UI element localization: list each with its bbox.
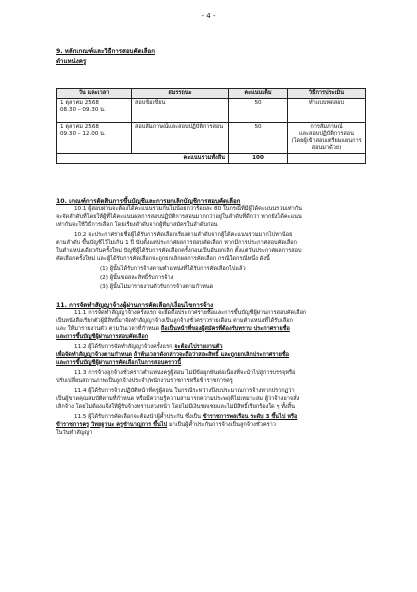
s11-p2-text: 11.2 ผู้ได้รับการจัดทำสัญญาจ้างครั้งแรก xyxy=(74,344,173,350)
row2-method-line: และสอบปฏิบัติการสอน xyxy=(299,131,354,137)
row2-skill: สอบสัมภาษณ์และสอบปฏิบัติการสอน xyxy=(132,123,229,154)
s10-p1-line: เท่ากันจะใช้วิธีการเลือก โดยเรียงลำดับจากผู้ที่มาสมัครในลำดับก่อน xyxy=(56,222,218,228)
row2-date: 1 ตุลาคม 2568 xyxy=(60,124,99,130)
page-number: - 4 - xyxy=(201,12,216,20)
s11-p1-line: 11.1 การจัดทำสัญญาจ้างครั้งแรก จะยึดถือประกาศรายชื่อและการขึ้นบัญชีผู้ผ่านการสอบคัดเลือก xyxy=(74,310,307,316)
s10-item: (1) ผู้นั้นได้รับการจ้างตามตำแหน่งที่ได้รับการคัดเลือกไปแล้ว xyxy=(100,266,246,272)
s10-p2-line: 10.2 จะประกาศรายชื่อผู้ได้รับการคัดเลือกเรียงตามลำดับจากผู้ได้คะแนนรวมมากไปหาน้อย xyxy=(74,232,293,238)
row1-time: 08.30 – 09.30 น. xyxy=(60,107,106,113)
s11-p3-line: ในวันทำสัญญา xyxy=(56,430,93,436)
s10-p2-line: ในตำแหน่งเดียวกันครั้งใหม่ บัญชีผู้ได้รับการคัดเลือกครั้งก่อนเป็นอันยกเลิก ตั้งแต่วันประกาศผลการสอบ xyxy=(56,248,302,254)
table-header-row xyxy=(57,89,366,99)
total-value: 100 xyxy=(229,154,288,164)
table-total-row xyxy=(57,154,366,164)
row2-score: 50 xyxy=(229,123,288,154)
row2-method-line: (โดยผู้เข้าสอบเตรียมแผนการ xyxy=(291,138,362,144)
row1-date: 1 ตุลาคม 2568 xyxy=(60,100,99,106)
row1-datetime xyxy=(57,99,132,123)
section11-heading: 11. การจัดทำสัญญาจ้างผู้ผ่านการคัดเลือก/เงื่อนไขการจ้าง xyxy=(56,302,214,309)
s11-p3-text: 11.5 ผู้ได้รับการคัดเลือกจะต้องนำผู้ค้ำประกัน ซึ่งเป็น xyxy=(74,414,201,420)
s11-p2-emphasis: จะต้องไปรายงานตัว xyxy=(174,344,223,350)
s10-item: (2) ผู้นั้นขอสละสิทธิ์รับการจ้าง xyxy=(100,275,174,281)
row1-method xyxy=(288,99,366,123)
table-row xyxy=(57,99,366,123)
s10-p2-line: ตามลำดับ ขึ้นบัญชีไว้ไม่เกิน 1 ปี นับตั้งแต่ประกาศผลการสอบคัดเลือก หากมีการประกาศสอบคัดเลือก xyxy=(56,240,298,246)
row1-method-line: ทำแบบทดสอบ xyxy=(308,100,345,106)
s11-p2-emphasis: เพื่อจัดทำสัญญาจ้างตามกำหนด xyxy=(56,352,133,358)
s11-p3-line xyxy=(56,422,276,429)
s11-p2-line: 11.3 การจ้างลูกจ้างชั่วคราวตำแหน่งครูผู้สอน ไม่มีข้อผูกพันต่อเนื่องที่จะนำไปสู่การบรรจุหรือ xyxy=(74,370,296,376)
row2-method xyxy=(288,123,366,154)
row1-score: 50 xyxy=(229,99,288,123)
header-method: วิธีการประเมิน xyxy=(288,89,366,99)
s11-p2-emphasis: ถ้าพ้นเวลาดังกล่าวจะถือว่าสละสิทธิ์ และถูกยกเลิกประกาศรายชื่อ xyxy=(133,352,290,358)
s11-p2-line xyxy=(74,344,223,351)
s11-p2-emphasis-line: และการขึ้นบัญชีผู้ผ่านการคัดเลือกในการสอบคราวนี้ xyxy=(56,360,182,366)
total-empty-cell xyxy=(288,154,366,164)
s10-p2-line: คัดเลือกครั้งใหม่ และผู้ได้รับการคัดเลือกจะถูกยกเลิกผลการคัดเลือก กรณีใดกรณีหนึ่ง ดังนี้ xyxy=(56,256,270,262)
s11-p1-text: และ ให้มารายงานตัว ตามวันเวลาที่กำหนด xyxy=(56,326,160,332)
section9-heading: 9. หลักเกณฑ์และวิธีการสอบคัดเลือก xyxy=(56,48,156,55)
section10-heading: 10. เกณฑ์การตัดสินการขึ้นบัญชีและการยกเลิกบัญชีการสอบคัดเลือก xyxy=(56,198,241,205)
table-row xyxy=(57,123,366,154)
total-label: คะแนนรวมทั้งสิ้น xyxy=(57,154,229,164)
s11-p3-line: เลิกจ้าง โดยไม่ต้องแจ้งให้ผู้รับจ้างทราบล่วงหน้า โดยไม่มีเงินชดเชยและไม่มีสิทธิ์เรียกร้องใด ๆ ทั้งสิ้น xyxy=(56,404,295,410)
s10-p1-line: จะจัดลำดับที่โดยให้ผู้ที่ได้คะแนนผลการสอบปฏิบัติการสอนมากกว่าอยู่ในลำดับที่ดีกว่า หากยังได้คะแนน xyxy=(56,214,302,220)
row2-method-line: การสัมภาษณ์ xyxy=(310,124,343,130)
s11-p3-emphasis: ข้าราชการครู วิทยฐานะ ครูชำนาญการ ขึ้นไป xyxy=(56,422,168,428)
header-skill: สมรรถนะ xyxy=(132,89,229,99)
s11-p1-emphasis: ถือเป็นหน้าที่ของผู้สมัครที่ต้องรับทราบ ประกาศรายชื่อ xyxy=(160,326,290,332)
header-score: คะแนนเต็ม xyxy=(229,89,288,99)
s10-item: (3) ผู้นั้นไม่มารายงานตัวรับการจ้างตามกำหนด xyxy=(100,284,214,290)
row2-time: 09.30 – 12.00 น. xyxy=(60,131,106,137)
section9-subheading: ตำแหน่งครู xyxy=(56,58,87,65)
s10-p1-line: 10.1 ผู้สอบผ่านจะต้องได้คะแนนรวมกันไม่น้อยกว่าร้อยละ 80 ในกรณีที่มีผู้ได้คะแนนรวมเท่ากัน xyxy=(74,206,302,212)
s11-p1-line xyxy=(56,326,290,333)
row1-skill: สอบข้อเขียน xyxy=(132,99,229,123)
s11-p3-line: เป็นผู้ขาดคุณสมบัติตามที่กำหนด หรือมีความรู้ความสามารถความประพฤติไม่เหมาะสม ผู้ว่าจ้างอาจสั่ง xyxy=(56,396,300,402)
s11-p3-text: มาเป็นผู้ค้ำประกันการจ้างเป็นลูกจ้างชั่วคราว xyxy=(168,422,276,428)
s11-p3-emphasis: ข้าราชการพลเรือน ระดับ 3 ขึ้นไป หรือ xyxy=(202,414,298,420)
row2-method-line: สอนมาด้วย) xyxy=(311,145,342,151)
s11-p2-line: ปรับเปลี่ยนสถานภาพเป็นลูกจ้างประจำ/พนักงานราชการหรือข้าราชการครู xyxy=(56,378,233,384)
header-date: วัน และเวลา xyxy=(57,89,132,99)
s11-p2-line xyxy=(56,352,289,359)
exam-schedule-table xyxy=(56,88,366,164)
s11-p1-line: เป็นหนังสือเรียกตัวผู้มีสิทธิ์มาจัดทำสัญญาจ้างเป็นลูกจ้างชั่วคราวรายเดือน ตามตำแหน่งที่ได้รับเลือก xyxy=(56,318,293,324)
row2-datetime xyxy=(57,123,132,154)
s11-p1-emphasis-line: และการขึ้นบัญชีผู้ผ่านการสอบคัดเลือก xyxy=(56,334,149,340)
s11-p3-line: 11.4 ผู้ได้รับการจ้างปฏิบัติหน้าที่ครูผู้สอน ในกรณีระหว่างปีงบประมาณการจ้างหากปรากฏว่า xyxy=(74,388,295,394)
s11-p3-line xyxy=(74,414,297,421)
